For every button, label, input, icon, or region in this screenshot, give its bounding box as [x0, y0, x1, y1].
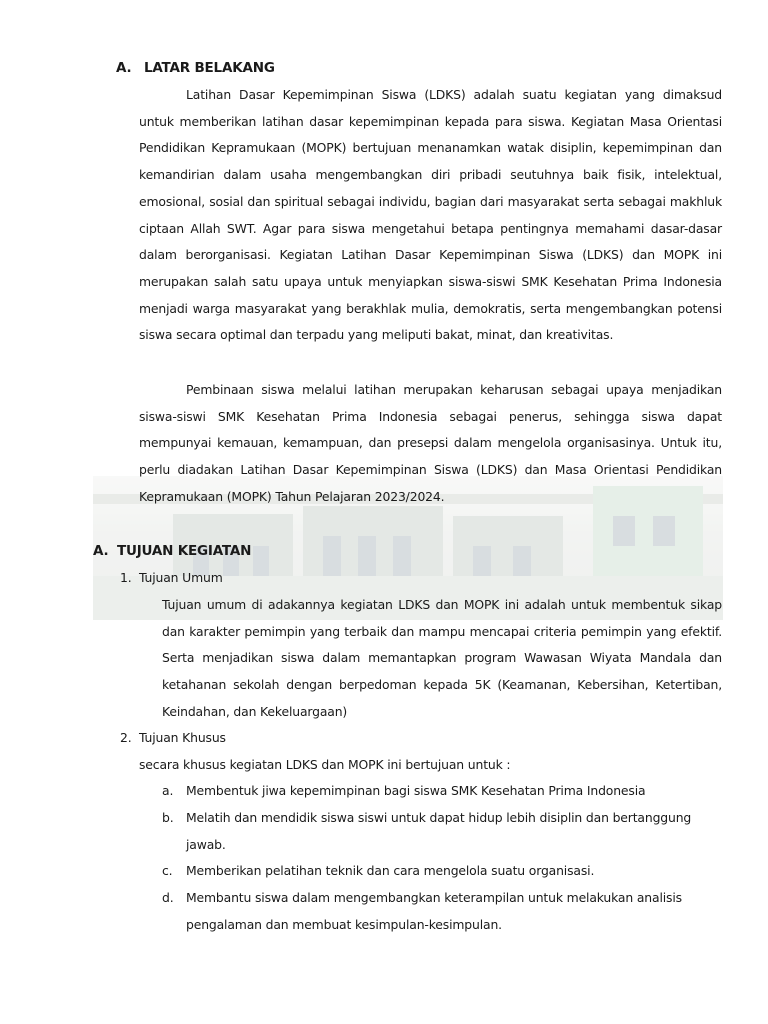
subheading-tujuan-khusus: 2. Tujuan Khusus — [120, 730, 226, 745]
list-item: c. Memberikan pelatihan teknik dan cara mengelola suatu organisasi. — [162, 863, 595, 878]
list-item: d. Membantu siswa dalam mengembangkan keterampilan untuk melakukan analisis pengalaman dan membuat kesimpulan-kesimpulan. — [162, 890, 682, 932]
subheading-tujuan-umum: 1. Tujuan Umum — [120, 570, 223, 585]
section-title: LATAR BELAKANG — [143, 60, 275, 76]
section-marker: A. — [116, 60, 132, 76]
tujuan-khusus-intro: secara khusus kegiatan LDKS dan MOPK ini bertujuan untuk : — [139, 757, 511, 772]
paragraph-latar-belakang-2: Pembinaan siswa melalui latihan merupakan keharusan sebagai upaya menjadikan siswa-siswi SMK Kesehatan Prima Indonesia sebagai penerus, sehingga siswa dapat mempunyai kemauan, kemampuan, dan presepsi dalam mengelola organisasinya. Untuk itu, perlu diadakan Latihan Dasar Kepemimpinan Siswa (LDKS) dan Masa Orientasi Pendidikan Kepramukaan (MOPK) Tahun Pelajaran 2023/2024. — [139, 382, 722, 504]
paragraph-tujuan-umum: Tujuan umum di adakannya kegiatan LDKS dan MOPK ini adalah untuk membentuk sikap dan karakter pemimpin yang terbaik dan mampu mencapai criteria pemimpin yang efektif. Serta menjadikan siswa dalam memantapkan program Wawasan Wiyata Mandala dan ketahanan sekolah dengan berpedoman kepada 5K (Keamanan, Kebersihan, Ketertiban, Keindahan, dan Kekeluargaan) — [162, 597, 722, 719]
paragraph-latar-belakang-1: Latihan Dasar Kepemimpinan Siswa (LDKS) adalah suatu kegiatan yang dimaksud untuk memberikan latihan dasar kepemimpinan kepada para siswa. Kegiatan Masa Orientasi Pendidikan Kepramukaan (MOPK) bertujuan menanamkan watak disiplin, kepemimpinan dan kemandirian dalam usaha mengembangkan diri pribadi seutuhnya baik fisik, intelektual, emosional, sosial dan spiritual sebagai individu, bagian dari masyarakat serta sebagai makhluk ciptaan Allah SWT. Agar para siswa mengetahui betapa pentingnya memahami dasar-dasar dalam berorganisasi. Kegiatan Latihan Dasar Kepemimpinan Siswa (LDKS) dan MOPK ini merupakan salah satu upaya untuk menyiapkan siswa-siswi SMK Kesehatan Prima Indonesia menjadi warga masyarakat yang berakhlak mulia, demokratis, serta mengembangkan potensi siswa secara optimal dan terpadu yang meliputi bakat, minat, dan kreativitas. — [139, 87, 722, 343]
list-item: b. Melatih dan mendidik siswa siswi untuk dapat hidup lebih disiplin dan bertanggung jawab. — [162, 810, 692, 852]
list-item: a. Membentuk jiwa kepemimpinan bagi siswa SMK Kesehatan Prima Indonesia — [162, 783, 646, 798]
section-heading-latar-belakang — [116, 60, 275, 76]
section-title: TUJUAN KEGIATAN — [116, 543, 252, 559]
section-marker: A. — [93, 543, 109, 559]
section-heading-tujuan-kegiatan — [93, 543, 251, 559]
